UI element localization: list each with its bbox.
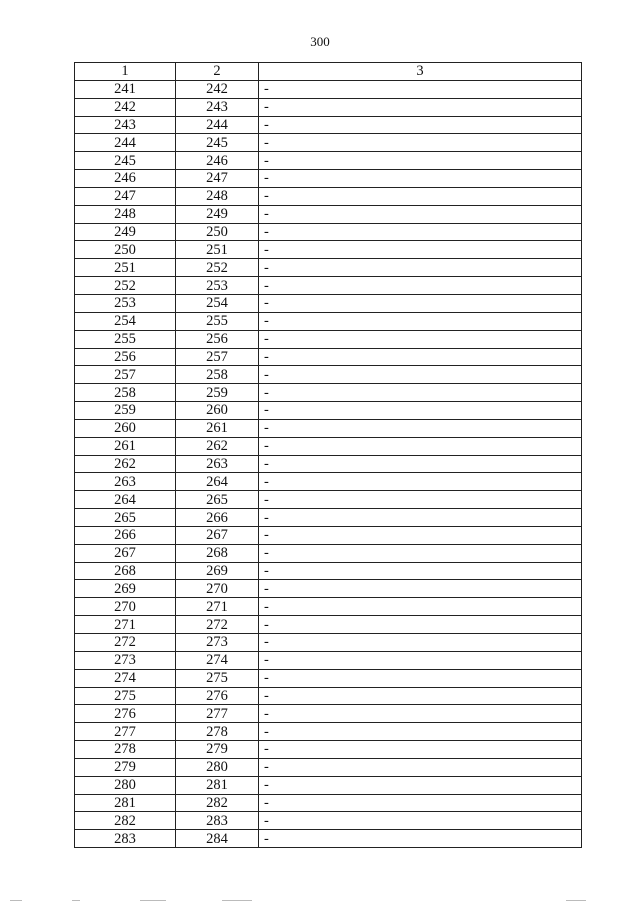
table-row xyxy=(75,187,582,205)
page-number: 300 xyxy=(310,34,330,49)
cell-col-1: 268 xyxy=(75,562,176,580)
scan-speck xyxy=(222,900,252,901)
cell-col-2: 270 xyxy=(176,580,259,598)
cell-col-3: - xyxy=(259,419,582,437)
cell-col-1: 261 xyxy=(75,437,176,455)
table-row xyxy=(75,419,582,437)
cell-col-1: 262 xyxy=(75,455,176,473)
cell-col-1: 278 xyxy=(75,741,176,759)
cell-col-1: 274 xyxy=(75,669,176,687)
table-row xyxy=(75,526,582,544)
cell-col-2: 242 xyxy=(176,80,259,98)
cell-col-2: 246 xyxy=(176,152,259,170)
cell-col-1: 282 xyxy=(75,812,176,830)
cell-col-2: 264 xyxy=(176,473,259,491)
cell-col-2: 249 xyxy=(176,205,259,223)
cell-col-3: - xyxy=(259,205,582,223)
cell-col-3: - xyxy=(259,402,582,420)
table-row xyxy=(75,741,582,759)
cell-col-3: - xyxy=(259,294,582,312)
cell-col-3: - xyxy=(259,259,582,277)
cell-col-2: 284 xyxy=(176,830,259,848)
cell-col-1: 260 xyxy=(75,419,176,437)
cell-col-3: - xyxy=(259,687,582,705)
cell-col-2: 243 xyxy=(176,98,259,116)
cell-col-1: 255 xyxy=(75,330,176,348)
table-row xyxy=(75,402,582,420)
table-header xyxy=(75,63,582,81)
cell-col-3: - xyxy=(259,223,582,241)
scan-speck xyxy=(72,900,80,901)
cell-col-1: 276 xyxy=(75,705,176,723)
cell-col-3: - xyxy=(259,455,582,473)
table-row xyxy=(75,776,582,794)
cell-col-3: - xyxy=(259,277,582,295)
cell-col-2: 252 xyxy=(176,259,259,277)
table-row xyxy=(75,723,582,741)
scan-speck xyxy=(140,900,166,901)
cell-col-1: 264 xyxy=(75,491,176,509)
cell-col-3: - xyxy=(259,830,582,848)
table-row xyxy=(75,616,582,634)
table-row xyxy=(75,705,582,723)
cell-col-3: - xyxy=(259,723,582,741)
data-table xyxy=(74,62,582,848)
table-row xyxy=(75,598,582,616)
cell-col-1: 270 xyxy=(75,598,176,616)
cell-col-2: 245 xyxy=(176,134,259,152)
table-row xyxy=(75,562,582,580)
cell-col-1: 280 xyxy=(75,776,176,794)
cell-col-1: 279 xyxy=(75,758,176,776)
cell-col-2: 281 xyxy=(176,776,259,794)
cell-col-1: 254 xyxy=(75,312,176,330)
cell-col-1: 243 xyxy=(75,116,176,134)
column-header-2: 2 xyxy=(176,63,259,81)
cell-col-1: 249 xyxy=(75,223,176,241)
cell-col-2: 275 xyxy=(176,669,259,687)
table-row xyxy=(75,455,582,473)
cell-col-2: 253 xyxy=(176,277,259,295)
table-row xyxy=(75,152,582,170)
table-row xyxy=(75,366,582,384)
cell-col-1: 259 xyxy=(75,402,176,420)
table-row xyxy=(75,205,582,223)
cell-col-1: 265 xyxy=(75,509,176,527)
cell-col-3: - xyxy=(259,705,582,723)
cell-col-1: 283 xyxy=(75,830,176,848)
table-row xyxy=(75,312,582,330)
cell-col-2: 250 xyxy=(176,223,259,241)
cell-col-3: - xyxy=(259,241,582,259)
cell-col-1: 241 xyxy=(75,80,176,98)
cell-col-1: 263 xyxy=(75,473,176,491)
cell-col-2: 260 xyxy=(176,402,259,420)
cell-col-2: 247 xyxy=(176,170,259,188)
cell-col-3: - xyxy=(259,348,582,366)
table-row xyxy=(75,509,582,527)
cell-col-1: 245 xyxy=(75,152,176,170)
cell-col-1: 266 xyxy=(75,526,176,544)
cell-col-3: - xyxy=(259,812,582,830)
cell-col-1: 275 xyxy=(75,687,176,705)
cell-col-3: - xyxy=(259,509,582,527)
cell-col-2: 261 xyxy=(176,419,259,437)
table-row xyxy=(75,116,582,134)
table-row xyxy=(75,544,582,562)
scan-speck xyxy=(10,900,22,901)
table-body xyxy=(75,80,582,847)
cell-col-2: 254 xyxy=(176,294,259,312)
cell-col-1: 273 xyxy=(75,651,176,669)
cell-col-2: 263 xyxy=(176,455,259,473)
cell-col-1: 253 xyxy=(75,294,176,312)
cell-col-3: - xyxy=(259,312,582,330)
table-row xyxy=(75,812,582,830)
cell-col-3: - xyxy=(259,98,582,116)
cell-col-3: - xyxy=(259,473,582,491)
cell-col-3: - xyxy=(259,116,582,134)
cell-col-3: - xyxy=(259,616,582,634)
cell-col-1: 250 xyxy=(75,241,176,259)
cell-col-2: 279 xyxy=(176,741,259,759)
scan-artifacts xyxy=(0,900,640,903)
cell-col-2: 259 xyxy=(176,384,259,402)
cell-col-2: 244 xyxy=(176,116,259,134)
cell-col-3: - xyxy=(259,544,582,562)
cell-col-3: - xyxy=(259,187,582,205)
cell-col-3: - xyxy=(259,366,582,384)
cell-col-1: 252 xyxy=(75,277,176,295)
cell-col-1: 244 xyxy=(75,134,176,152)
column-header-3: 3 xyxy=(259,63,582,81)
cell-col-2: 282 xyxy=(176,794,259,812)
cell-col-2: 256 xyxy=(176,330,259,348)
cell-col-3: - xyxy=(259,384,582,402)
cell-col-1: 251 xyxy=(75,259,176,277)
table-row xyxy=(75,491,582,509)
cell-col-1: 277 xyxy=(75,723,176,741)
cell-col-2: 269 xyxy=(176,562,259,580)
cell-col-3: - xyxy=(259,491,582,509)
table-row xyxy=(75,758,582,776)
column-header-1: 1 xyxy=(75,63,176,81)
table-row xyxy=(75,687,582,705)
cell-col-3: - xyxy=(259,330,582,348)
table-row xyxy=(75,259,582,277)
cell-col-1: 248 xyxy=(75,205,176,223)
cell-col-1: 247 xyxy=(75,187,176,205)
table-row xyxy=(75,669,582,687)
cell-col-2: 267 xyxy=(176,526,259,544)
table-row xyxy=(75,170,582,188)
cell-col-2: 251 xyxy=(176,241,259,259)
cell-col-3: - xyxy=(259,580,582,598)
cell-col-3: - xyxy=(259,134,582,152)
cell-col-1: 258 xyxy=(75,384,176,402)
table-row xyxy=(75,794,582,812)
table-row xyxy=(75,223,582,241)
cell-col-1: 271 xyxy=(75,616,176,634)
cell-col-2: 280 xyxy=(176,758,259,776)
table-row xyxy=(75,634,582,652)
cell-col-2: 276 xyxy=(176,687,259,705)
table-row xyxy=(75,830,582,848)
cell-col-3: - xyxy=(259,669,582,687)
table-row xyxy=(75,384,582,402)
cell-col-3: - xyxy=(259,526,582,544)
table-row xyxy=(75,241,582,259)
table-row xyxy=(75,277,582,295)
cell-col-2: 271 xyxy=(176,598,259,616)
header-row xyxy=(75,63,582,81)
cell-col-2: 257 xyxy=(176,348,259,366)
table-row xyxy=(75,651,582,669)
cell-col-2: 278 xyxy=(176,723,259,741)
cell-col-3: - xyxy=(259,776,582,794)
cell-col-3: - xyxy=(259,170,582,188)
cell-col-3: - xyxy=(259,741,582,759)
cell-col-2: 255 xyxy=(176,312,259,330)
cell-col-3: - xyxy=(259,562,582,580)
cell-col-1: 257 xyxy=(75,366,176,384)
table-row xyxy=(75,80,582,98)
cell-col-1: 246 xyxy=(75,170,176,188)
cell-col-2: 274 xyxy=(176,651,259,669)
cell-col-2: 272 xyxy=(176,616,259,634)
cell-col-1: 281 xyxy=(75,794,176,812)
table-row xyxy=(75,330,582,348)
cell-col-3: - xyxy=(259,758,582,776)
cell-col-1: 242 xyxy=(75,98,176,116)
cell-col-3: - xyxy=(259,651,582,669)
cell-col-3: - xyxy=(259,152,582,170)
cell-col-2: 265 xyxy=(176,491,259,509)
cell-col-1: 256 xyxy=(75,348,176,366)
table-row xyxy=(75,98,582,116)
cell-col-3: - xyxy=(259,634,582,652)
cell-col-2: 258 xyxy=(176,366,259,384)
cell-col-2: 268 xyxy=(176,544,259,562)
cell-col-3: - xyxy=(259,598,582,616)
cell-col-2: 273 xyxy=(176,634,259,652)
table-row xyxy=(75,348,582,366)
cell-col-2: 262 xyxy=(176,437,259,455)
cell-col-2: 248 xyxy=(176,187,259,205)
table-row xyxy=(75,134,582,152)
cell-col-3: - xyxy=(259,794,582,812)
table-row xyxy=(75,580,582,598)
cell-col-1: 272 xyxy=(75,634,176,652)
cell-col-3: - xyxy=(259,80,582,98)
table-row xyxy=(75,437,582,455)
cell-col-2: 283 xyxy=(176,812,259,830)
cell-col-1: 269 xyxy=(75,580,176,598)
scan-speck xyxy=(566,900,586,901)
cell-col-3: - xyxy=(259,437,582,455)
table-row xyxy=(75,294,582,312)
cell-col-1: 267 xyxy=(75,544,176,562)
cell-col-2: 277 xyxy=(176,705,259,723)
cell-col-2: 266 xyxy=(176,509,259,527)
table-row xyxy=(75,473,582,491)
